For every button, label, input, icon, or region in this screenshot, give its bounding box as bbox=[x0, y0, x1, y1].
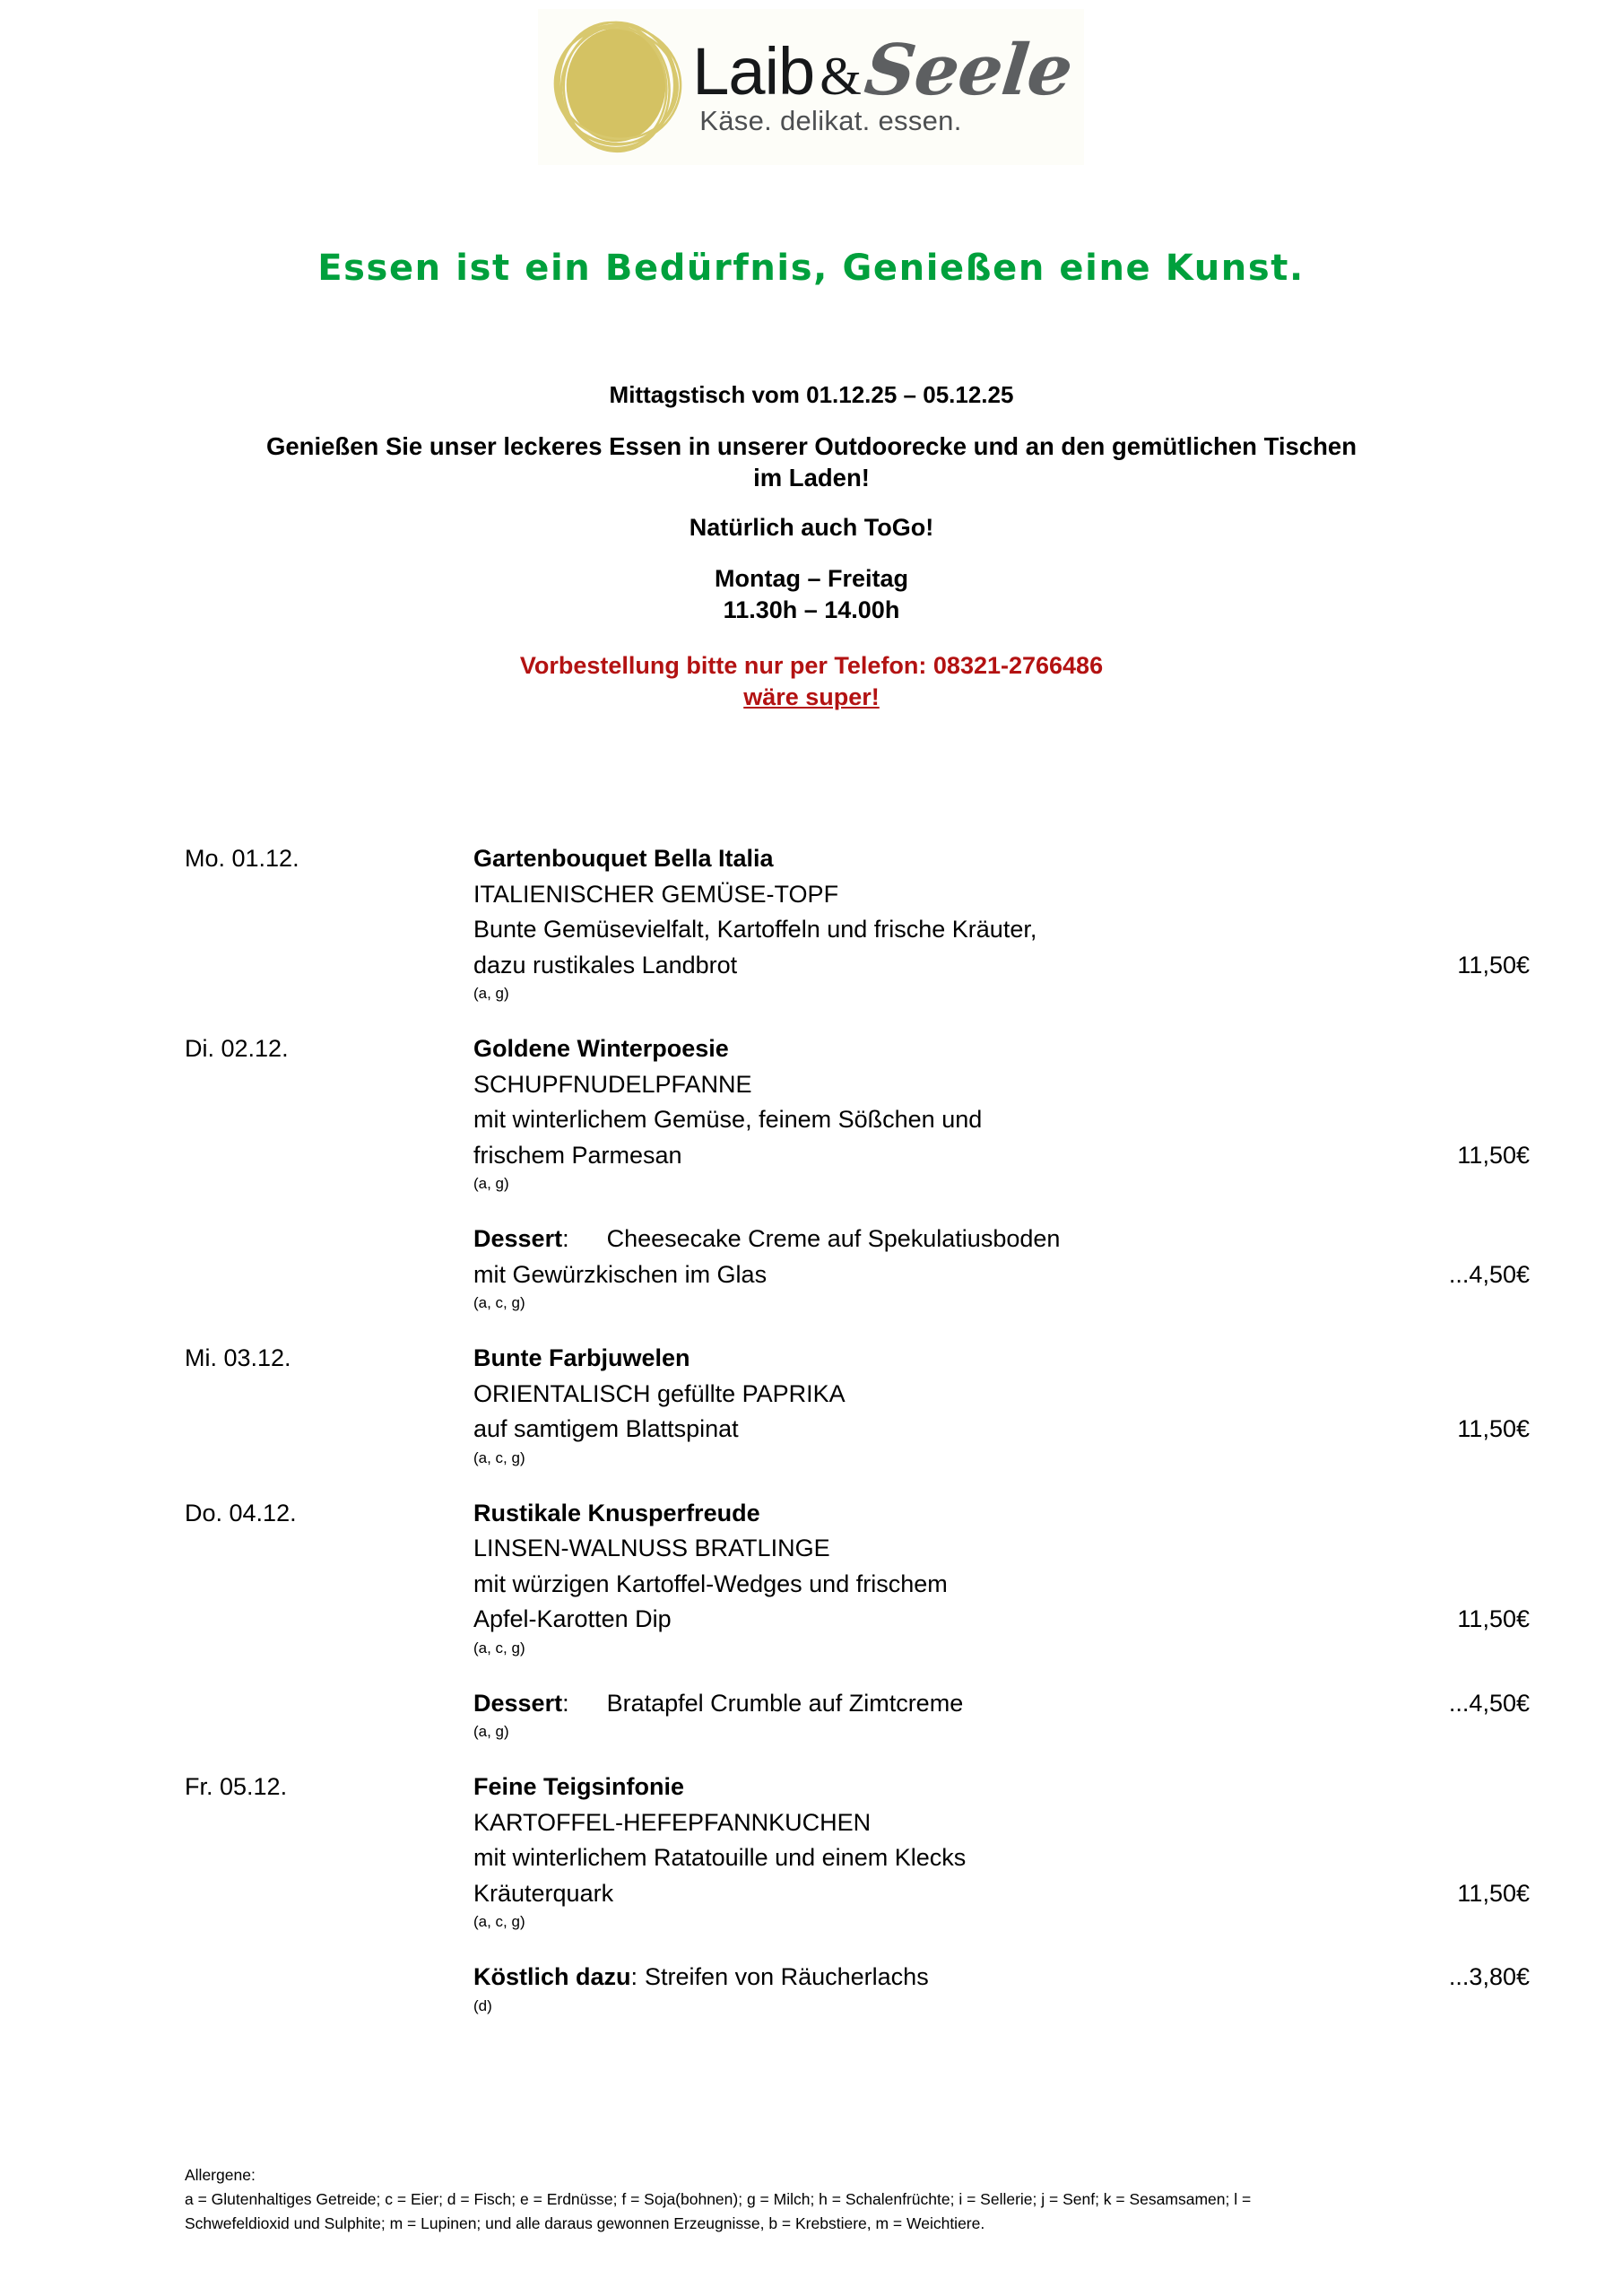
dish-subtitle: ORIENTALISCH gefüllte PAPRIKA bbox=[473, 1379, 846, 1407]
extra-label: Dessert bbox=[473, 1689, 563, 1717]
dish-allergens: (a, c, g) bbox=[473, 1448, 525, 1466]
day-label: Mi. 03.12. bbox=[185, 1344, 291, 1371]
extra-allergens: (d) bbox=[473, 1996, 492, 2014]
invite-line-1: Genießen Sie unser leckeres Essen in unserer Outdoorecke und an den gemütlichen Tischen bbox=[266, 432, 1357, 461]
day-label: Do. 04.12. bbox=[185, 1499, 297, 1526]
info-block bbox=[188, 381, 1435, 713]
dish-desc-line: frischem Parmesan bbox=[473, 1141, 682, 1169]
menu-day-row bbox=[185, 1341, 1530, 1469]
preorder-note bbox=[188, 682, 1435, 713]
opening-hours: 11.30h – 14.00h bbox=[723, 596, 900, 624]
dish-subtitle: KARTOFFEL-HEFEPFANNKUCHEN bbox=[473, 1808, 872, 1836]
day-spacer bbox=[185, 1743, 1530, 1770]
extra-text: Streifen von Räucherlachs bbox=[645, 1963, 929, 1990]
allergen-line-1: a = Glutenhaltiges Getreide; c = Eier; d = Fisch; e = Erdnüsse; f = Soja(bohnen); g = Milch; h = Schalenfrüchte; i = Sellerie; j = Senf; k = Sesamsamen; l = bbox=[185, 2190, 1252, 2208]
extra-label-group bbox=[473, 1222, 1060, 1257]
extra-price: ...4,50€ bbox=[1448, 1260, 1530, 1288]
extra-item bbox=[473, 1222, 1530, 1314]
dish-desc-with-price bbox=[473, 1876, 1530, 1912]
preorder-note-text: wäre super! bbox=[743, 683, 880, 710]
dish-subtitle: ITALIENISCHER GEMÜSE-TOPF bbox=[473, 880, 839, 908]
menu-day-row bbox=[185, 1770, 1530, 2017]
extra-item bbox=[473, 1686, 1530, 1744]
day-label: Fr. 05.12. bbox=[185, 1773, 288, 1800]
menu-day-row bbox=[185, 1496, 1530, 1744]
opening-days: Montag – Freitag bbox=[714, 564, 908, 592]
dish-subtitle: LINSEN-WALNUSS BRATLINGE bbox=[473, 1535, 830, 1561]
extra-colon: : bbox=[562, 1225, 569, 1252]
dish-desc-with-price bbox=[473, 1138, 1530, 1174]
dish-allergens: (a, c, g) bbox=[473, 1913, 525, 1930]
extra-label: Köstlich dazu bbox=[473, 1963, 631, 1990]
extra-line-1 bbox=[473, 1960, 1530, 1996]
day-details bbox=[473, 1031, 1530, 1314]
dish-allergens: (a, g) bbox=[473, 985, 509, 1002]
extra-item bbox=[473, 1960, 1530, 2017]
day-spacer bbox=[185, 1469, 1530, 1496]
dish-title: Rustikale Knusperfreude bbox=[473, 1499, 760, 1526]
logo-ampersand: & bbox=[820, 47, 862, 107]
date-range: Mittagstisch vom 01.12.25 – 05.12.25 bbox=[609, 381, 1014, 408]
dish-desc-line: mit würzigen Kartoffel-Wedges und frischem bbox=[473, 1570, 948, 1597]
dish-desc-line: Bunte Gemüsevielfalt, Kartoffeln und frische Kräuter, bbox=[473, 916, 1037, 943]
dish-title: Feine Teigsinfonie bbox=[473, 1773, 685, 1800]
day-details bbox=[473, 1496, 1530, 1744]
day-details bbox=[473, 841, 1530, 1004]
dish-desc-line: Apfel-Karotten Dip bbox=[473, 1605, 672, 1632]
day-details bbox=[473, 1341, 1530, 1469]
logo-header bbox=[0, 9, 1622, 165]
extra-allergens: (a, g) bbox=[473, 1723, 509, 1740]
logo-name-primary: Laib bbox=[692, 34, 815, 109]
day-details bbox=[473, 1770, 1530, 2017]
extra-text: Cheesecake Creme auf Spekulatiusboden bbox=[606, 1225, 1061, 1252]
menu-list bbox=[185, 841, 1530, 2017]
dish-desc-line: mit winterlichem Ratatouille und einem Klecks bbox=[473, 1844, 967, 1871]
dish-desc-line: auf samtigem Blattspinat bbox=[473, 1415, 739, 1442]
preorder-phone: Vorbestellung bitte nur per Telefon: 08321-2766486 bbox=[519, 651, 1104, 679]
logo-name-secondary: Seele bbox=[861, 30, 1076, 112]
spacer bbox=[188, 627, 1435, 650]
extra-label: Dessert bbox=[473, 1225, 563, 1252]
day-label: Mo. 01.12. bbox=[185, 845, 299, 872]
dish-desc-with-price bbox=[473, 1412, 1530, 1448]
dish-desc-line: mit winterlichem Gemüse, feinem Sößchen und bbox=[473, 1106, 983, 1133]
dish-desc-with-price bbox=[473, 1602, 1530, 1638]
allergen-heading: Allergene: bbox=[185, 2166, 256, 2184]
dish-price: 11,50€ bbox=[1457, 1141, 1530, 1169]
spacer bbox=[188, 542, 1435, 563]
scribble-circle-icon bbox=[547, 14, 689, 156]
extra-line-1 bbox=[473, 1222, 1530, 1257]
day-label: Di. 02.12. bbox=[185, 1035, 289, 1062]
menu-day-row bbox=[185, 841, 1530, 1004]
extra-line-2 bbox=[473, 1257, 1530, 1293]
dish-title: Bunte Farbjuwelen bbox=[473, 1344, 690, 1371]
logo-wordmark bbox=[692, 30, 1076, 137]
dish-desc-line: Kräuterquark bbox=[473, 1879, 614, 1907]
dish-title: Gartenbouquet Bella Italia bbox=[473, 845, 774, 872]
dish-price: 11,50€ bbox=[1457, 1415, 1530, 1442]
allergen-line-2: Schwefeldioxid und Sulphite; m = Lupinen; und alle daraus gewonnen Erzeugnisse, b = Krebstiere, m = Weichtiere. bbox=[185, 2214, 985, 2232]
togo-note: Natürlich auch ToGo! bbox=[689, 513, 934, 541]
day-spacer bbox=[185, 1004, 1530, 1031]
dish-price: 11,50€ bbox=[1457, 1879, 1530, 1907]
extra-label-group bbox=[473, 1686, 963, 1722]
extra-price: ...4,50€ bbox=[1448, 1689, 1530, 1717]
menu-day-row bbox=[185, 1031, 1530, 1314]
extra-text: Bratapfel Crumble auf Zimtcreme bbox=[606, 1689, 964, 1717]
dish-allergens: (a, c, g) bbox=[473, 1639, 525, 1657]
dish-price: 11,50€ bbox=[1457, 951, 1530, 978]
dish-subtitle: SCHUPFNUDELPFANNE bbox=[473, 1070, 752, 1098]
extra-price: ...3,80€ bbox=[1448, 1963, 1530, 1990]
extra-colon: : bbox=[562, 1689, 569, 1717]
logo-tagline: Käse. delikat. essen. bbox=[699, 104, 962, 136]
spacer bbox=[188, 494, 1435, 514]
dish-allergens: (a, g) bbox=[473, 1175, 509, 1192]
dish-price: 11,50€ bbox=[1457, 1605, 1530, 1632]
extra-text: mit Gewürzkischen im Glas bbox=[473, 1260, 768, 1288]
extra-label-group bbox=[473, 1960, 929, 1996]
spacer bbox=[188, 409, 1435, 430]
day-spacer bbox=[185, 1314, 1530, 1341]
dish-desc-line: dazu rustikales Landbrot bbox=[473, 951, 738, 978]
slogan: Essen ist ein Bedürfnis, Genießen eine Kunst. bbox=[317, 248, 1305, 289]
extra-colon: : bbox=[630, 1963, 638, 1990]
extra-allergens: (a, c, g) bbox=[473, 1294, 525, 1311]
invite-line-2: im Laden! bbox=[753, 464, 870, 492]
extra-line-1 bbox=[473, 1686, 1530, 1722]
logo bbox=[538, 9, 1083, 165]
dish-title: Goldene Winterpoesie bbox=[473, 1035, 729, 1062]
dish-desc-with-price bbox=[473, 948, 1530, 984]
allergen-footer bbox=[185, 2163, 1557, 2236]
